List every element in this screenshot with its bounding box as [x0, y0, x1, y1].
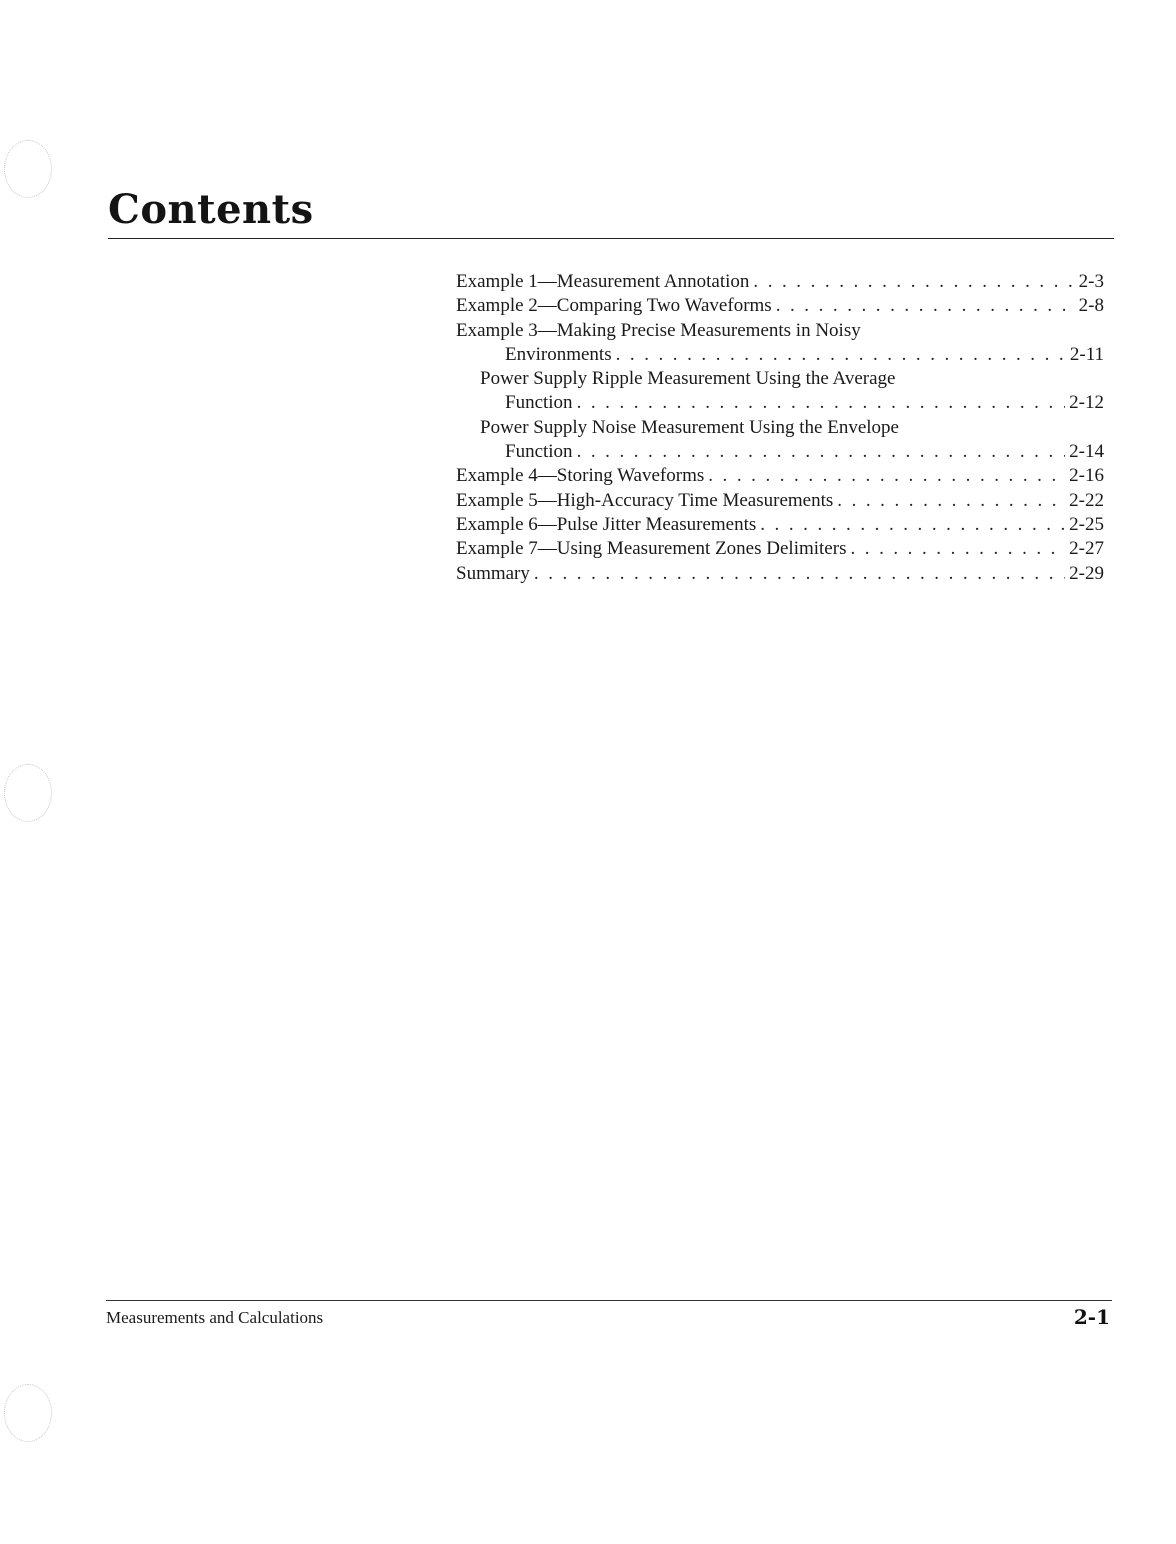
toc-entry-title: Example 1—Measurement Annotation — [456, 270, 753, 294]
toc-entry-title: Power Supply Ripple Measurement Using the Average — [480, 368, 896, 390]
toc-entry-page: 2-12 — [1065, 391, 1104, 415]
dot-leader — [577, 440, 1066, 464]
toc-entry[interactable] — [456, 294, 1104, 318]
toc-entry[interactable] — [456, 513, 1104, 537]
toc-entry-title: Example 6—Pulse Jitter Measurements — [456, 513, 760, 537]
dot-leader — [850, 537, 1065, 561]
toc-entry-page: 2-25 — [1065, 513, 1104, 537]
toc-entry-page: 2-3 — [1075, 270, 1104, 294]
page-title: Contents — [108, 186, 314, 233]
toc-entry-title: Summary — [456, 562, 534, 586]
punch-hole-mark — [4, 764, 52, 822]
punch-hole-mark — [4, 140, 52, 198]
footer-page-number: 2-1 — [1073, 1305, 1110, 1329]
dot-leader — [760, 513, 1065, 537]
toc-line — [456, 343, 1104, 367]
toc-entry[interactable] — [456, 270, 1104, 294]
toc-entry-title: Example 4—Storing Waveforms — [456, 464, 708, 488]
footer-section-title: Measurements and Calculations — [106, 1308, 324, 1327]
toc-entry-page: 2-14 — [1065, 440, 1104, 464]
toc-line — [456, 562, 1104, 586]
footer-rule — [106, 1300, 1112, 1301]
toc-entry[interactable] — [456, 319, 1104, 368]
dot-leader — [577, 391, 1066, 415]
dot-leader — [837, 489, 1065, 513]
toc-entry-title: Power Supply Noise Measurement Using the Envelope — [480, 416, 899, 438]
toc-entry[interactable] — [456, 562, 1104, 586]
toc-entry-title: Example 2—Comparing Two Waveforms — [456, 294, 776, 318]
toc-entry[interactable] — [456, 537, 1104, 561]
table-of-contents — [456, 270, 1104, 586]
toc-entry-title-continued: Environments — [505, 343, 616, 367]
toc-entry-title: Example 3—Making Precise Measurements in Noisy — [456, 319, 861, 341]
toc-entry-page: 2-27 — [1065, 537, 1104, 561]
dot-leader — [708, 464, 1065, 488]
toc-entry-title: Example 5—High-Accuracy Time Measurements — [456, 489, 837, 513]
toc-subentry[interactable] — [456, 367, 1104, 416]
toc-entry-page: 2-16 — [1065, 464, 1104, 488]
toc-line — [456, 270, 1104, 294]
toc-line — [456, 489, 1104, 513]
toc-line — [456, 513, 1104, 537]
toc-line — [456, 464, 1104, 488]
toc-entry-title-continued: Function — [505, 440, 577, 464]
punch-hole-mark — [4, 1384, 52, 1442]
toc-subentry[interactable] — [456, 416, 1104, 465]
toc-entry[interactable] — [456, 464, 1104, 488]
toc-entry-title-continued: Function — [505, 391, 577, 415]
toc-line — [456, 537, 1104, 561]
toc-entry-title: Example 7—Using Measurement Zones Delimiters — [456, 537, 850, 561]
toc-entry-page: 2-29 — [1065, 562, 1104, 586]
dot-leader — [616, 343, 1066, 367]
toc-line — [480, 440, 1104, 464]
dot-leader — [534, 562, 1065, 586]
dot-leader — [776, 294, 1075, 318]
toc-line — [456, 294, 1104, 318]
toc-entry-page: 2-11 — [1066, 343, 1104, 367]
dot-leader — [753, 270, 1074, 294]
toc-line — [480, 391, 1104, 415]
toc-entry[interactable] — [456, 489, 1104, 513]
toc-entry-page: 2-22 — [1065, 489, 1104, 513]
toc-entry-page: 2-8 — [1075, 294, 1104, 318]
title-rule — [108, 238, 1114, 239]
